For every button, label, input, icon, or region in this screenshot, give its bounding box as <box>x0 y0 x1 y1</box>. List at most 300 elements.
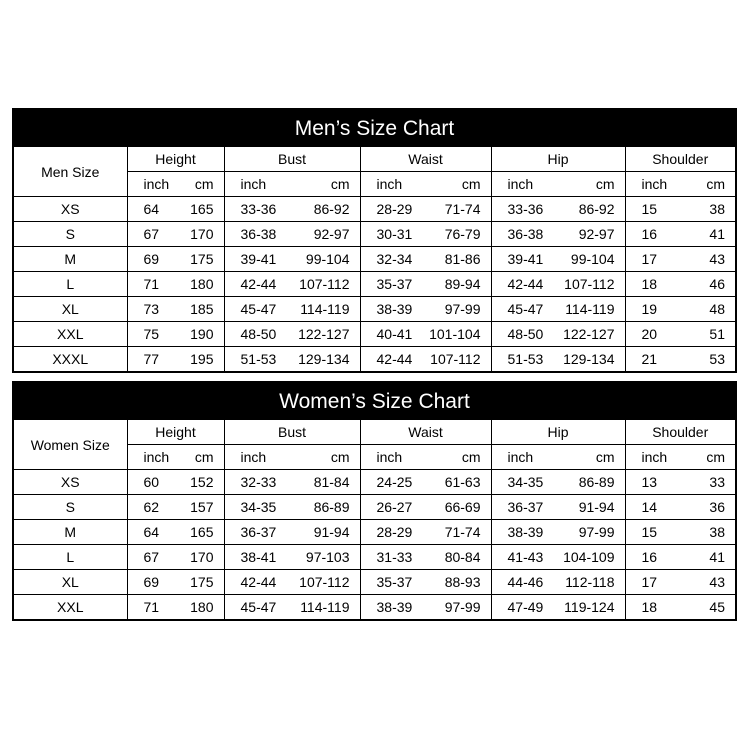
waist-cell <box>360 570 491 595</box>
size-cell: XS <box>14 197 127 222</box>
shoulder-cell <box>625 322 735 347</box>
group-header-bust: Bust <box>224 420 360 445</box>
unit-inch-label: inch <box>143 176 170 192</box>
shoulder-cell-cm: 33 <box>709 474 725 490</box>
bust-cell-inch: 51-53 <box>240 351 277 367</box>
waist-cell-cm: 97-99 <box>444 301 481 317</box>
waist-cell <box>360 595 491 620</box>
shoulder-cell <box>625 545 735 570</box>
hip-cell <box>491 197 625 222</box>
hip-cell-values <box>492 499 625 515</box>
waist-cell-values <box>361 326 491 342</box>
shoulder-cell-inch: 18 <box>641 276 658 292</box>
hip-cell <box>491 595 625 620</box>
unit-cm-label: cm <box>706 449 725 465</box>
waist-cell-values <box>361 301 491 317</box>
waist-cell-values <box>361 226 491 242</box>
hip-cell-cm: 92-97 <box>578 226 615 242</box>
group-header-shoulder: Shoulder <box>625 420 735 445</box>
size-cell: S <box>14 495 127 520</box>
hip-cell-cm: 104-109 <box>563 549 615 565</box>
bust-cell-values <box>225 351 360 367</box>
bust-cell <box>224 272 360 297</box>
shoulder-cell-cm: 43 <box>709 251 725 267</box>
shoulder-cell-values <box>626 549 736 565</box>
unit-header-waist <box>360 172 491 197</box>
unit-header-hip <box>491 445 625 470</box>
bust-cell-cm: 114-119 <box>300 599 350 615</box>
hip-cell-values <box>492 226 625 242</box>
hip-cell-cm: 122-127 <box>563 326 615 342</box>
shoulder-cell-inch: 13 <box>641 474 658 490</box>
height-cell <box>127 222 224 247</box>
size-cell: L <box>14 545 127 570</box>
bust-cell-cm: 129-134 <box>298 351 350 367</box>
men-size-table <box>14 147 735 371</box>
waist-cell <box>360 545 491 570</box>
waist-cell-cm: 97-99 <box>444 599 481 615</box>
bust-cell <box>224 570 360 595</box>
unit-cm-label: cm <box>330 176 350 192</box>
bust-cell-values <box>225 549 360 565</box>
waist-cell <box>360 347 491 372</box>
waist-cell-values <box>361 499 491 515</box>
waist-cell <box>360 247 491 272</box>
table-row <box>14 545 735 570</box>
bust-cell <box>224 197 360 222</box>
waist-cell <box>360 272 491 297</box>
bust-cell-inch: 48-50 <box>240 326 277 342</box>
waist-cell-inch: 38-39 <box>376 301 413 317</box>
bust-cell <box>224 470 360 495</box>
waist-cell <box>360 222 491 247</box>
table-row <box>14 222 735 247</box>
waist-cell <box>360 520 491 545</box>
size-column-header: Women Size <box>14 420 127 470</box>
bust-cell-values <box>225 524 360 540</box>
shoulder-cell-inch: 21 <box>641 351 658 367</box>
shoulder-cell <box>625 570 735 595</box>
waist-cell-inch: 38-39 <box>376 599 413 615</box>
height-cell-cm: 152 <box>190 474 214 490</box>
hip-cell-cm: 99-104 <box>570 251 615 267</box>
bust-cell-inch: 33-36 <box>240 201 277 217</box>
waist-cell <box>360 297 491 322</box>
height-cell-cm: 157 <box>190 499 214 515</box>
shoulder-cell <box>625 347 735 372</box>
bust-cell-values <box>225 251 360 267</box>
unit-inch-label: inch <box>143 449 170 465</box>
bust-cell-inch: 36-37 <box>240 524 277 540</box>
unit-header-shoulder <box>625 172 735 197</box>
height-cell-cm: 170 <box>190 226 214 242</box>
height-cell-values <box>128 326 224 342</box>
waist-cell-values <box>361 599 491 615</box>
shoulder-cell-values <box>626 226 736 242</box>
waist-cell-inch: 35-37 <box>376 276 413 292</box>
bust-cell-inch: 39-41 <box>240 251 277 267</box>
size-cell: XS <box>14 470 127 495</box>
bust-cell <box>224 297 360 322</box>
bust-cell-inch: 38-41 <box>240 549 277 565</box>
height-cell-cm: 190 <box>190 326 214 342</box>
waist-cell-values <box>361 276 491 292</box>
hip-cell-cm: 112-118 <box>565 574 615 590</box>
unit-inch-label: inch <box>507 449 534 465</box>
shoulder-cell-cm: 38 <box>709 201 725 217</box>
bust-cell-cm: 86-92 <box>313 201 350 217</box>
bust-cell-values <box>225 574 360 590</box>
height-cell-values <box>128 201 224 217</box>
unit-cm-label: cm <box>461 449 481 465</box>
unit-inch-label: inch <box>376 449 403 465</box>
hip-cell-inch: 34-35 <box>507 474 544 490</box>
height-cell <box>127 595 224 620</box>
shoulder-cell-values <box>626 524 736 540</box>
waist-cell-inch: 24-25 <box>376 474 413 490</box>
height-cell-inch: 71 <box>143 276 160 292</box>
hip-cell-cm: 97-99 <box>578 524 615 540</box>
unit-inch-label: inch <box>507 176 534 192</box>
bust-cell-cm: 99-104 <box>305 251 350 267</box>
hip-cell <box>491 347 625 372</box>
hip-cell-values <box>492 251 625 267</box>
bust-cell <box>224 545 360 570</box>
shoulder-cell-inch: 20 <box>641 326 658 342</box>
hip-cell-values <box>492 549 625 565</box>
hip-cell <box>491 222 625 247</box>
shoulder-cell <box>625 272 735 297</box>
shoulder-cell-inch: 17 <box>641 251 658 267</box>
height-cell <box>127 520 224 545</box>
shoulder-cell-cm: 43 <box>709 574 725 590</box>
hip-cell-inch: 48-50 <box>507 326 544 342</box>
unit-labels <box>128 176 224 192</box>
shoulder-cell-cm: 36 <box>709 499 725 515</box>
unit-cm-label: cm <box>194 176 214 192</box>
unit-header-height <box>127 445 224 470</box>
height-cell-inch: 75 <box>143 326 160 342</box>
bust-cell-values <box>225 276 360 292</box>
unit-header-shoulder <box>625 445 735 470</box>
women-chart-title: Women’s Size Chart <box>14 383 735 420</box>
hip-cell-inch: 42-44 <box>507 276 544 292</box>
shoulder-cell <box>625 222 735 247</box>
hip-cell <box>491 272 625 297</box>
group-header-bust: Bust <box>224 147 360 172</box>
bust-cell-values <box>225 474 360 490</box>
height-cell-inch: 77 <box>143 351 160 367</box>
waist-cell-values <box>361 549 491 565</box>
bust-cell <box>224 495 360 520</box>
shoulder-cell-inch: 15 <box>641 524 658 540</box>
unit-labels <box>492 449 625 465</box>
unit-cm-label: cm <box>330 449 350 465</box>
hip-cell <box>491 545 625 570</box>
unit-cm-label: cm <box>706 176 725 192</box>
bust-cell-inch: 45-47 <box>240 599 277 615</box>
hip-cell-cm: 114-119 <box>565 301 615 317</box>
shoulder-cell <box>625 197 735 222</box>
hip-cell-inch: 45-47 <box>507 301 544 317</box>
table-row <box>14 347 735 372</box>
hip-cell-values <box>492 599 625 615</box>
hip-cell-inch: 38-39 <box>507 524 544 540</box>
size-cell: XL <box>14 570 127 595</box>
height-cell-values <box>128 251 224 267</box>
bust-cell-values <box>225 201 360 217</box>
shoulder-cell-inch: 14 <box>641 499 658 515</box>
shoulder-cell-cm: 38 <box>709 524 725 540</box>
shoulder-cell-cm: 51 <box>709 326 725 342</box>
bust-cell-cm: 107-112 <box>299 276 350 292</box>
waist-cell-cm: 80-84 <box>444 549 481 565</box>
waist-cell-cm: 101-104 <box>429 326 481 342</box>
waist-cell-inch: 32-34 <box>376 251 413 267</box>
hip-cell-inch: 39-41 <box>507 251 544 267</box>
waist-cell-inch: 42-44 <box>376 351 413 367</box>
height-cell <box>127 322 224 347</box>
size-cell: XXL <box>14 322 127 347</box>
unit-labels <box>492 176 625 192</box>
women-size-chart <box>12 381 737 621</box>
height-cell-values <box>128 499 224 515</box>
unit-labels <box>361 449 491 465</box>
bust-cell-values <box>225 326 360 342</box>
unit-labels <box>626 176 736 192</box>
waist-cell-cm: 107-112 <box>430 351 481 367</box>
height-cell-cm: 170 <box>190 549 214 565</box>
waist-cell-values <box>361 474 491 490</box>
height-cell <box>127 470 224 495</box>
bust-cell-cm: 97-103 <box>305 549 350 565</box>
bust-cell <box>224 222 360 247</box>
height-cell-inch: 60 <box>143 474 160 490</box>
hip-cell-inch: 47-49 <box>507 599 544 615</box>
unit-cm-label: cm <box>461 176 481 192</box>
height-cell-inch: 69 <box>143 574 160 590</box>
waist-cell-values <box>361 524 491 540</box>
height-cell-cm: 180 <box>190 276 214 292</box>
waist-cell-cm: 61-63 <box>444 474 481 490</box>
waist-cell-values <box>361 574 491 590</box>
height-cell-cm: 180 <box>190 599 214 615</box>
waist-cell-cm: 66-69 <box>444 499 481 515</box>
height-cell-inch: 69 <box>143 251 160 267</box>
hip-cell-cm: 119-124 <box>564 599 615 615</box>
shoulder-cell-cm: 45 <box>709 599 725 615</box>
height-cell-inch: 62 <box>143 499 160 515</box>
group-header-height: Height <box>127 147 224 172</box>
hip-cell <box>491 495 625 520</box>
height-cell-values <box>128 301 224 317</box>
unit-inch-label: inch <box>240 176 267 192</box>
shoulder-cell-values <box>626 351 736 367</box>
height-cell <box>127 297 224 322</box>
men-chart-title: Men’s Size Chart <box>14 110 735 147</box>
shoulder-cell-values <box>626 326 736 342</box>
hip-cell-cm: 107-112 <box>564 276 615 292</box>
size-cell: M <box>14 247 127 272</box>
waist-cell-cm: 71-74 <box>444 201 481 217</box>
height-cell <box>127 197 224 222</box>
waist-cell <box>360 495 491 520</box>
waist-cell-inch: 31-33 <box>376 549 413 565</box>
shoulder-cell-inch: 17 <box>641 574 658 590</box>
unit-header-height <box>127 172 224 197</box>
unit-labels <box>128 449 224 465</box>
bust-cell-inch: 36-38 <box>240 226 277 242</box>
bust-cell-inch: 34-35 <box>240 499 277 515</box>
bust-cell-cm: 122-127 <box>298 326 350 342</box>
waist-cell-cm: 71-74 <box>444 524 481 540</box>
height-cell-cm: 165 <box>190 201 214 217</box>
height-cell-values <box>128 524 224 540</box>
hip-cell-inch: 44-46 <box>507 574 544 590</box>
waist-cell-values <box>361 251 491 267</box>
size-cell: XXXL <box>14 347 127 372</box>
table-row <box>14 197 735 222</box>
shoulder-cell-cm: 46 <box>709 276 725 292</box>
group-header-shoulder: Shoulder <box>625 147 735 172</box>
table-row <box>14 297 735 322</box>
hip-cell <box>491 322 625 347</box>
waist-cell-values <box>361 201 491 217</box>
unit-inch-label: inch <box>641 449 668 465</box>
height-cell <box>127 495 224 520</box>
group-header-hip: Hip <box>491 420 625 445</box>
unit-labels <box>626 449 736 465</box>
group-header-hip: Hip <box>491 147 625 172</box>
height-cell-inch: 67 <box>143 549 160 565</box>
hip-cell-values <box>492 326 625 342</box>
bust-cell <box>224 347 360 372</box>
size-cell: XL <box>14 297 127 322</box>
unit-header-waist <box>360 445 491 470</box>
height-cell-inch: 73 <box>143 301 160 317</box>
shoulder-cell-inch: 18 <box>641 599 658 615</box>
shoulder-cell-values <box>626 251 736 267</box>
waist-cell <box>360 322 491 347</box>
hip-cell-inch: 36-37 <box>507 499 544 515</box>
bust-cell-values <box>225 301 360 317</box>
shoulder-cell-values <box>626 499 736 515</box>
size-cell: M <box>14 520 127 545</box>
bust-cell-cm: 81-84 <box>313 474 350 490</box>
height-cell <box>127 545 224 570</box>
bust-cell-cm: 107-112 <box>299 574 350 590</box>
height-cell-cm: 175 <box>190 574 214 590</box>
height-cell-values <box>128 574 224 590</box>
women-size-table <box>14 420 735 619</box>
height-cell-values <box>128 599 224 615</box>
hip-cell-inch: 51-53 <box>507 351 544 367</box>
shoulder-cell-cm: 48 <box>709 301 725 317</box>
waist-cell-cm: 89-94 <box>444 276 481 292</box>
unit-labels <box>225 176 360 192</box>
height-cell <box>127 247 224 272</box>
bust-cell-values <box>225 599 360 615</box>
bust-cell-cm: 114-119 <box>300 301 350 317</box>
shoulder-cell <box>625 470 735 495</box>
bust-cell-values <box>225 226 360 242</box>
bust-cell-cm: 92-97 <box>313 226 350 242</box>
table-row <box>14 247 735 272</box>
shoulder-cell-inch: 19 <box>641 301 658 317</box>
height-cell-cm: 195 <box>190 351 214 367</box>
height-cell-cm: 175 <box>190 251 214 267</box>
unit-inch-label: inch <box>376 176 403 192</box>
bust-cell <box>224 322 360 347</box>
waist-cell-cm: 88-93 <box>444 574 481 590</box>
shoulder-cell <box>625 595 735 620</box>
height-cell <box>127 272 224 297</box>
height-cell-values <box>128 549 224 565</box>
bust-cell <box>224 247 360 272</box>
bust-cell-inch: 45-47 <box>240 301 277 317</box>
shoulder-cell-cm: 41 <box>709 549 725 565</box>
hip-cell-cm: 86-92 <box>578 201 615 217</box>
shoulder-cell <box>625 520 735 545</box>
hip-cell-cm: 91-94 <box>578 499 615 515</box>
unit-header-bust <box>224 445 360 470</box>
table-row <box>14 520 735 545</box>
hip-cell-inch: 41-43 <box>507 549 544 565</box>
hip-cell <box>491 297 625 322</box>
hip-cell-values <box>492 474 625 490</box>
hip-cell-inch: 33-36 <box>507 201 544 217</box>
shoulder-cell-values <box>626 301 736 317</box>
table-row <box>14 570 735 595</box>
shoulder-cell-values <box>626 276 736 292</box>
shoulder-cell-cm: 41 <box>709 226 725 242</box>
waist-cell-inch: 40-41 <box>376 326 413 342</box>
shoulder-cell-inch: 15 <box>641 201 658 217</box>
unit-cm-label: cm <box>595 176 615 192</box>
shoulder-cell-inch: 16 <box>641 226 658 242</box>
size-cell: XXL <box>14 595 127 620</box>
unit-header-bust <box>224 172 360 197</box>
hip-cell-values <box>492 574 625 590</box>
hip-cell-cm: 86-89 <box>578 474 615 490</box>
bust-cell-cm: 91-94 <box>313 524 350 540</box>
height-cell-values <box>128 276 224 292</box>
height-cell-cm: 165 <box>190 524 214 540</box>
shoulder-cell <box>625 495 735 520</box>
hip-cell <box>491 470 625 495</box>
waist-cell <box>360 197 491 222</box>
shoulder-cell-values <box>626 201 736 217</box>
unit-labels <box>225 449 360 465</box>
height-cell <box>127 570 224 595</box>
hip-cell-values <box>492 524 625 540</box>
unit-labels <box>361 176 491 192</box>
height-cell-values <box>128 351 224 367</box>
unit-inch-label: inch <box>240 449 267 465</box>
height-cell-values <box>128 474 224 490</box>
shoulder-cell-inch: 16 <box>641 549 658 565</box>
waist-cell-inch: 28-29 <box>376 524 413 540</box>
bust-cell-cm: 86-89 <box>313 499 350 515</box>
size-cell: S <box>14 222 127 247</box>
waist-cell-inch: 26-27 <box>376 499 413 515</box>
shoulder-cell-values <box>626 599 736 615</box>
bust-cell-inch: 42-44 <box>240 276 277 292</box>
shoulder-cell-cm: 53 <box>709 351 725 367</box>
bust-cell-inch: 42-44 <box>240 574 277 590</box>
waist-cell-cm: 81-86 <box>444 251 481 267</box>
bust-cell <box>224 595 360 620</box>
